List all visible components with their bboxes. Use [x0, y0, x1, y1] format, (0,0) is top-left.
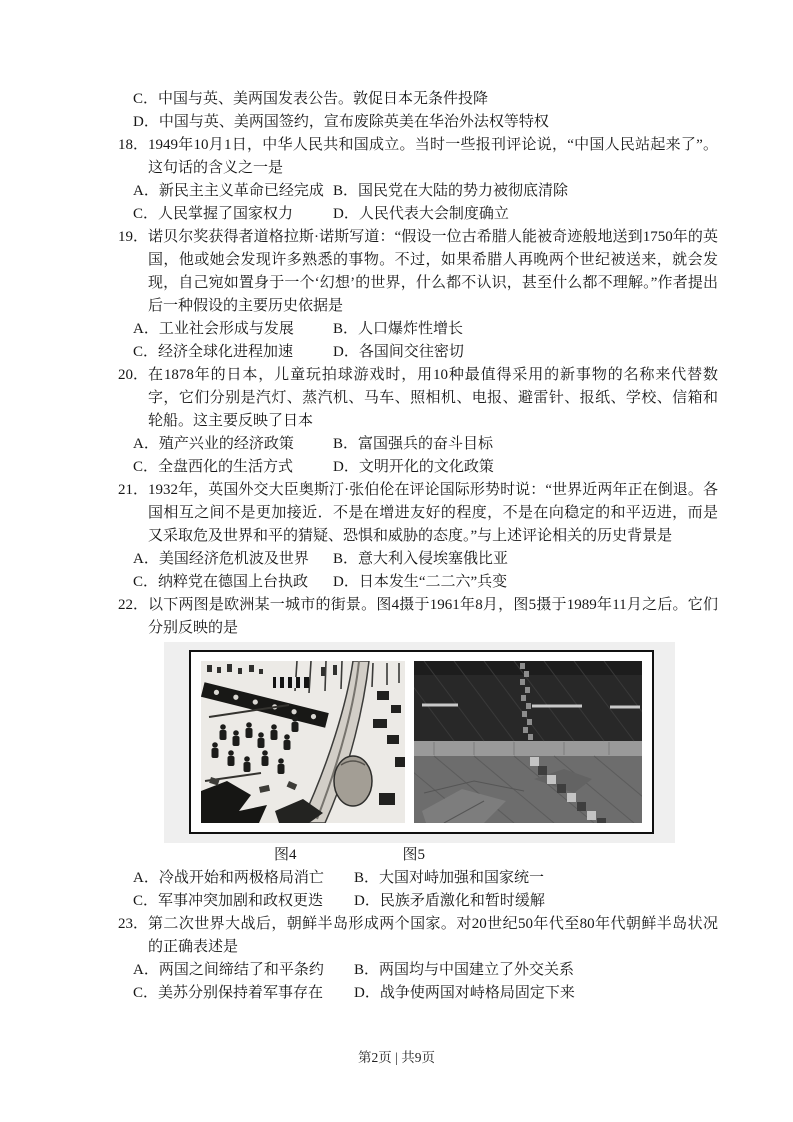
page-number: 第2页 | 共9页: [358, 1050, 435, 1065]
leading-options: [133, 88, 718, 134]
option-b: B．人口爆炸性增长: [333, 321, 464, 337]
question-stem: 1932年，英国外交大臣奥斯汀·张伯伦在评论国际形势时说：“世界近两年正在倒退。各国相互之间不是更加接近．不是在增进友好的程度，不是在向稳定的和平迈进，而是又采取危及世界和平的猜疑、恐惧和威胁的态度。”与上述评论相关的历史背景是: [148, 482, 718, 544]
question-options: [133, 318, 718, 364]
option-a: A．两国之间缔结了和平条约: [133, 962, 324, 978]
option-label: D．: [133, 114, 159, 130]
option-d: D．日本发生“二二六”兵变: [333, 574, 508, 590]
option-a: A．殖产兴业的经济政策: [133, 436, 294, 452]
option-d: D．民族矛盾激化和暂时缓解: [354, 893, 545, 909]
question-number: 23．: [118, 916, 149, 932]
question-21: [118, 479, 718, 594]
option-d: D．战争使两国对峙格局固定下来: [354, 985, 575, 1001]
question-number: 21．: [118, 482, 149, 498]
option-a: A．美国经济危机波及世界: [133, 551, 309, 567]
figure4-caption: 图4: [274, 847, 297, 863]
exam-page-content: [118, 88, 718, 1005]
question-22: [118, 594, 718, 913]
question-options: [133, 867, 718, 913]
question-19: [118, 226, 718, 364]
option-b: B．两国均与中国建立了外交关系: [354, 962, 575, 978]
option-text: 中国与英、美两国签约，宣布废除英美在华治外法权等特权: [158, 114, 549, 130]
question-23: [118, 913, 718, 1005]
option-label: C．: [133, 91, 159, 107]
question-stem: 1949年10月1日，中华人民共和国成立。当时一些报刊评论说，“中国人民站起来了”。这句话的含义之一是: [148, 137, 718, 176]
option-c: C．美苏分别保持着军事存在: [133, 985, 324, 1001]
page-footer: [0, 1046, 793, 1066]
figure-captions: [164, 843, 675, 867]
figure5-photo-1989-pavement-line: [414, 661, 642, 823]
question-number: 19．: [118, 229, 149, 245]
option-b: B．富国强兵的奋斗目标: [333, 436, 494, 452]
option-line-c: [133, 88, 718, 111]
option-c: C．军事冲突加剧和政权更迭: [133, 893, 324, 909]
option-c: C．人民掌握了国家权力: [133, 206, 294, 222]
option-b: B．大国对峙加强和国家统一: [354, 870, 545, 886]
question-options: [133, 548, 718, 594]
question-options: [133, 180, 718, 226]
question-stem: 在1878年的日本，儿童玩拍球游戏时，用10种最值得采用的新事物的名称来代替数字，它们分别是汽灯、蒸汽机、马车、照相机、电报、避雷针、报纸、学校、信箱和轮船。这主要反映了日本: [148, 367, 718, 429]
option-b: B．国民党在大陆的势力被彻底清除: [333, 183, 569, 199]
option-a: A．新民主主义革命已经完成: [133, 183, 324, 199]
option-c: C．全盘西化的生活方式: [133, 459, 294, 475]
option-c: C．经济全球化进程加速: [133, 344, 294, 360]
figure4-photo-1961-wall-construction: [201, 661, 405, 823]
option-text: 中国与英、美两国发表公告。敦促日本无条件投降: [158, 91, 489, 107]
photo-frame: [189, 650, 654, 834]
question-number: 22．: [118, 597, 149, 613]
question-options: [133, 959, 718, 1005]
option-a: A．冷战开始和两极格局消亡: [133, 870, 324, 886]
question-number: 18．: [118, 137, 149, 153]
option-c: C．纳粹党在德国上台执政: [133, 574, 309, 590]
street-photos-panel: [164, 642, 675, 843]
question-options: [133, 433, 718, 479]
option-b: B．意大利入侵埃塞俄比亚: [333, 551, 509, 567]
option-d: D．文明开化的文化政策: [333, 459, 494, 475]
option-a: A．工业社会形成与发展: [133, 321, 294, 337]
option-d: D．人民代表大会制度确立: [333, 206, 509, 222]
question-20: [118, 364, 718, 479]
option-d: D．各国间交往密切: [333, 344, 464, 360]
question-stem: 以下两图是欧洲某一城市的街景。图4摄于1961年8月，图5摄于1989年11月之后。它们分别反映的是: [148, 597, 718, 636]
option-line-d: [133, 111, 718, 134]
question-stem: 第二次世界大战后，朝鲜半岛形成两个国家。对20世纪50年代至80年代朝鲜半岛状况的正确表述是: [148, 916, 718, 955]
figure5-caption: 图5: [402, 847, 426, 863]
question-stem: 诺贝尔奖获得者道格拉斯·诺斯写道：“假设一位古希腊人能被奇迹般地送到1750年的英国，他或她会发现许多熟悉的事物。不过，如果希腊人再晚两个世纪被送来，就会发现，自己宛如置身于一个‘幻想’的世界，什么都不认识，甚至什么都不理解。”作者提出后一种假设的主要历史依据是: [148, 229, 718, 314]
question-18: [118, 134, 718, 226]
question-number: 20．: [118, 367, 149, 383]
